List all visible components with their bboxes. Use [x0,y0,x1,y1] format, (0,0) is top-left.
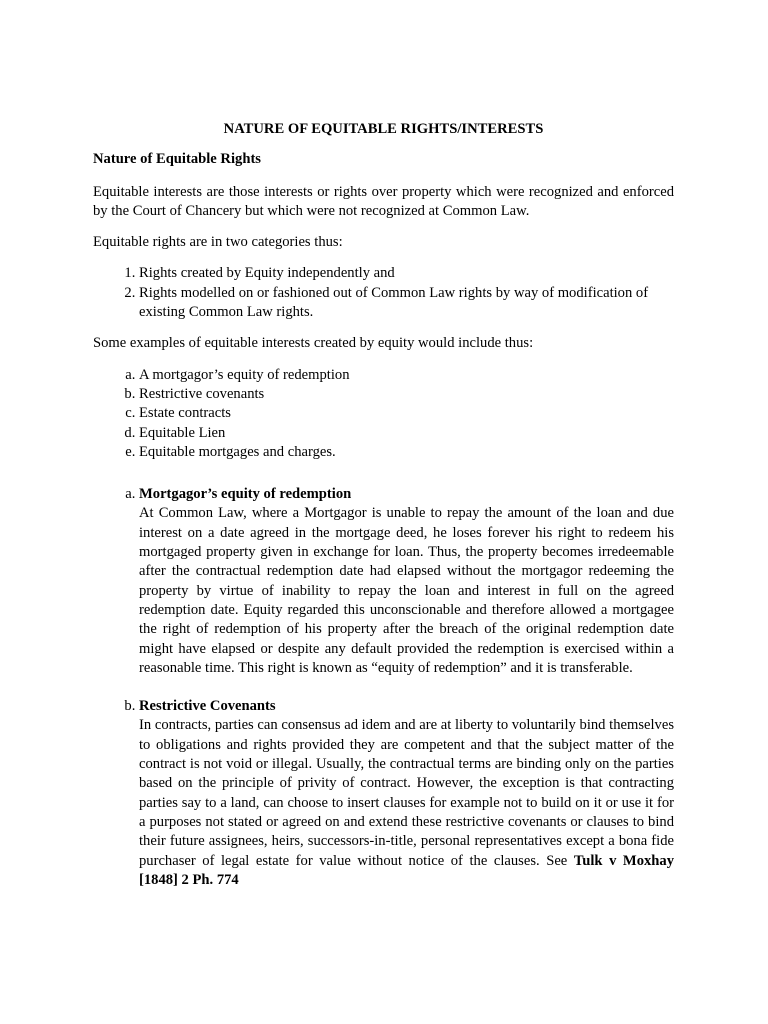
list-item: c. Estate contracts [139,404,674,423]
list-item: a. A mortgagor’s equity of redemption [139,366,674,385]
examples-intro: Some examples of equitable interests created by equity would include thus: [93,335,534,352]
section-equity-of-redemption [139,485,674,678]
document-title: NATURE OF EQUITABLE RIGHTS/INTERESTS [223,121,544,137]
section-subheading: Nature of Equitable Rights [93,151,261,168]
section-heading: a. Mortgagor’s equity of redemption [139,486,352,503]
section-body [139,716,674,890]
list-item: e. Equitable mortgages and charges. [139,443,674,462]
list-item: b. Restrictive covenants [139,385,674,404]
detail-sections [93,485,674,890]
categories-list [93,264,674,322]
section-body: At Common Law, where a Mortgagor is unable to repay the amount of the loan and due interest on a date agreed in the mortgage deed, he loses forever his right to redeem his mortgaged property given in exchange for loan. Thus, the property becomes irredeemable after the contractual redemption date had elapsed without the mortgagor redeeming the property by virtue of inability to repay the loan and interest in full on the agreed redemption date. Equity regarded this unconscionable and therefore allowed a mortgagee the right of redemption of his property after the breach of the original redemption date might have elapsed or despite any default provided the redemption is exercised within a reasonable time. This right is known as “equity of redemption” and it is transferable. [139,505,674,676]
list-item: 2. Rights modelled on or fashioned out of Common Law rights by way of modification of existing Common Law rights. [139,284,674,323]
section-restrictive-covenants [139,697,674,890]
section-heading: b. Restrictive Covenants [139,698,276,715]
intro-paragraph: Equitable interests are those interests or rights over property which were recognized and enforced by the Court of Chancery but which were not recognized at Common Law. [93,183,674,219]
document-content [93,120,674,909]
list-item: d. Equitable Lien [139,424,674,443]
categories-intro: Equitable rights are in two categories thus: [93,234,343,251]
list-item: 1. Rights created by Equity independently and [139,264,674,283]
case-citation: Tulk v Moxhay [1848] 2 Ph. 774 [139,852,674,888]
examples-list [93,366,674,462]
section-body-text: In contracts, parties can consensus ad idem and are at liberty to voluntarily bind themselves to obligations and rights provided they are competent and that the subject matter of the contract is not void or illegal. Usually, the contractual terms are binding only on the parties based on the principle of privity of contract. However, the exception is that contracting parties say to a land, can choose to insert clauses for example not to build on it or use it for a purposes not stated or agreed on and extend these restrictive covenants or clauses to bind their future assignees, heirs, successors-in-title, personal representatives except a bona fide purchaser of legal estate for value without notice of the clauses. See [139,717,674,869]
